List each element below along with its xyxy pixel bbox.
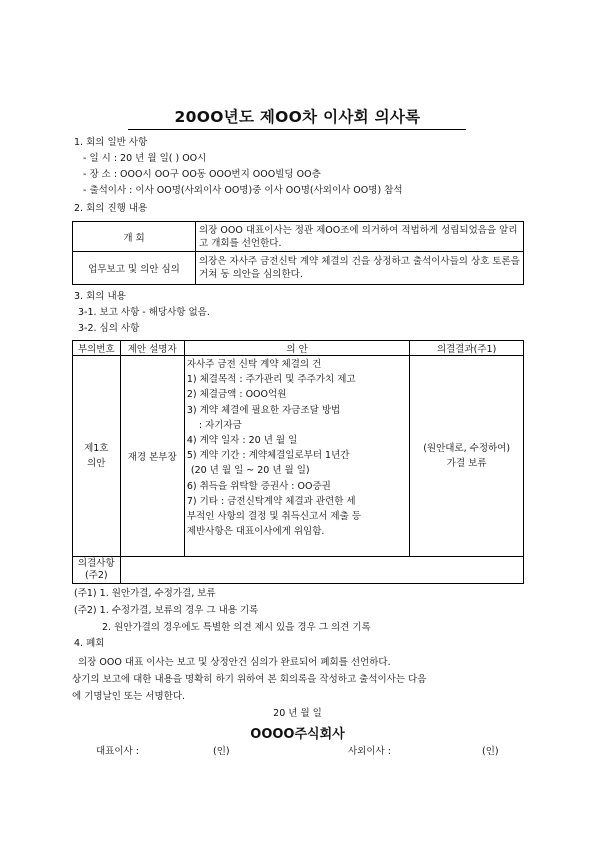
- section2-heading: 2. 회의 진행 내용: [74, 203, 148, 214]
- agenda-line: 6) 취득을 위탁할 증권사 : OO증권: [186, 480, 331, 492]
- header-proposer: 제안 설명자: [120, 341, 184, 356]
- agenda-content: [184, 356, 409, 557]
- outside-director-label: 사외이사 :: [348, 746, 391, 757]
- agenda-line: 1) 체결목적 : 주가관리 및 주주가치 제고: [186, 374, 356, 386]
- opinion-content: [120, 557, 523, 584]
- section4-heading: 4. 폐회: [74, 638, 105, 649]
- opinion-label-line2: (주2): [84, 570, 108, 581]
- note-2b: 2. 원안가결의 경우에도 특별한 의견 제시 있을 경우 그 의견 기록: [102, 622, 371, 633]
- agenda-line: 3) 계약 체결에 필요한 자금조달 방법: [186, 404, 341, 416]
- agenda-line: 7) 기타 : 금전신탁계약 체결과 관련한 세: [186, 495, 356, 507]
- review-text: 의장은 자사주 금전신탁 계약 체결의 건을 상정하고 출석이사들의 상호 토론을 거쳐 동 의안을 심의한다.: [196, 252, 524, 285]
- meeting-datetime: - 일 시 : 20 년 월 일( ) OO시: [83, 153, 207, 164]
- ceo-seal: (인): [213, 746, 230, 757]
- opinion-row: [73, 557, 524, 584]
- closing-paragraph-1: 의장 OOO 대표 이사는 보고 및 상정안건 심의가 완료되어 폐회를 선언하다.: [78, 657, 391, 668]
- agenda-line: 2) 체결금액 : OOO억원: [186, 389, 287, 401]
- note-1: (주1) 1. 원안가결, 수정가결, 보류: [74, 588, 216, 599]
- result-line1: (원안대로, 수정하여): [423, 443, 511, 454]
- agenda-line: 부적인 사항의 결정 및 취득신고서 제출 등: [186, 511, 361, 523]
- closing-paragraph-3: 에 기명날인 또는 서명한다.: [72, 691, 186, 702]
- agenda-row-1: [73, 356, 524, 557]
- agenda-line: : 자기자금: [198, 419, 242, 431]
- deliberation-items-heading: 3-2. 심의 사항: [78, 323, 140, 334]
- agenda-proposer: 재경 본부장: [120, 356, 184, 557]
- meeting-place: - 장 소 : OOO시 OO구 OO동 OOO번지 OOO빌딩 OO층: [83, 169, 321, 180]
- opinion-label-line1: 의결사항: [77, 558, 115, 569]
- closing-paragraph-2: 상기의 보고에 대한 내용을 명확히 하기 위하여 본 회의록을 작성하고 출석이사는 다음: [72, 674, 427, 685]
- meeting-attendees: - 출석이사 : 이사 OO명(사외이사 OO명)중 이사 OO명(사외이사 OO명) 참석: [83, 185, 403, 196]
- agenda-line: 제반사항은 대표이사에게 위임함.: [186, 526, 325, 538]
- opinion-label: [73, 557, 121, 584]
- document-title: 20OO년도 제OO차 이사회 의사록: [174, 108, 421, 126]
- agenda-number-line2: 의안: [87, 458, 106, 469]
- company-name: OOOO주식회사: [250, 727, 345, 742]
- proceedings-row-review: [73, 252, 524, 285]
- agenda-number-line1: 제1호: [84, 443, 109, 454]
- review-label: 업무보고 및 의안 심의: [73, 252, 196, 285]
- proceedings-table: [72, 221, 524, 285]
- opening-text: 의장 OOO 대표이사는 정관 제OO조에 의거하여 적법하게 성립되었음을 알리고 개회를 선언한다.: [196, 222, 524, 252]
- title-underline: [128, 129, 466, 130]
- header-result: 의결결과(주1): [410, 341, 524, 356]
- opening-label: 개 회: [73, 222, 196, 252]
- agenda-line: 5) 계약 기간 : 계약체결일로부터 1년간: [186, 450, 350, 462]
- outside-director-seal: (인): [482, 746, 499, 757]
- report-items: 3-1. 보고 사항 - 해당사항 없음.: [78, 307, 210, 318]
- agenda-line: 자사주 금전 신탁 계약 체결의 건: [186, 359, 322, 370]
- proceedings-row-opening: [73, 222, 524, 252]
- agenda-line: (20 년 월 일 ~ 20 년 월 일): [190, 465, 310, 477]
- header-agenda-no: 부의번호: [73, 341, 121, 356]
- note-2a: (주2) 1. 수정가결, 보류의 경우 그 내용 기록: [74, 605, 259, 616]
- agenda-table: [72, 340, 524, 584]
- agenda-number: [73, 356, 121, 557]
- section1-heading: 1. 회의 일반 사항: [74, 137, 148, 148]
- agenda-line: 4) 계약 일자 : 20 년 월 일: [186, 435, 298, 447]
- signing-date: 20 년 월 일: [273, 708, 322, 719]
- agenda-result: [410, 356, 524, 557]
- section3-heading: 3. 회의 내용: [74, 291, 126, 302]
- ceo-label: 대표이사 :: [96, 746, 139, 757]
- result-line2: 가결 보류: [446, 458, 487, 469]
- header-agenda: 의 안: [184, 341, 409, 356]
- agenda-header-row: [73, 341, 524, 356]
